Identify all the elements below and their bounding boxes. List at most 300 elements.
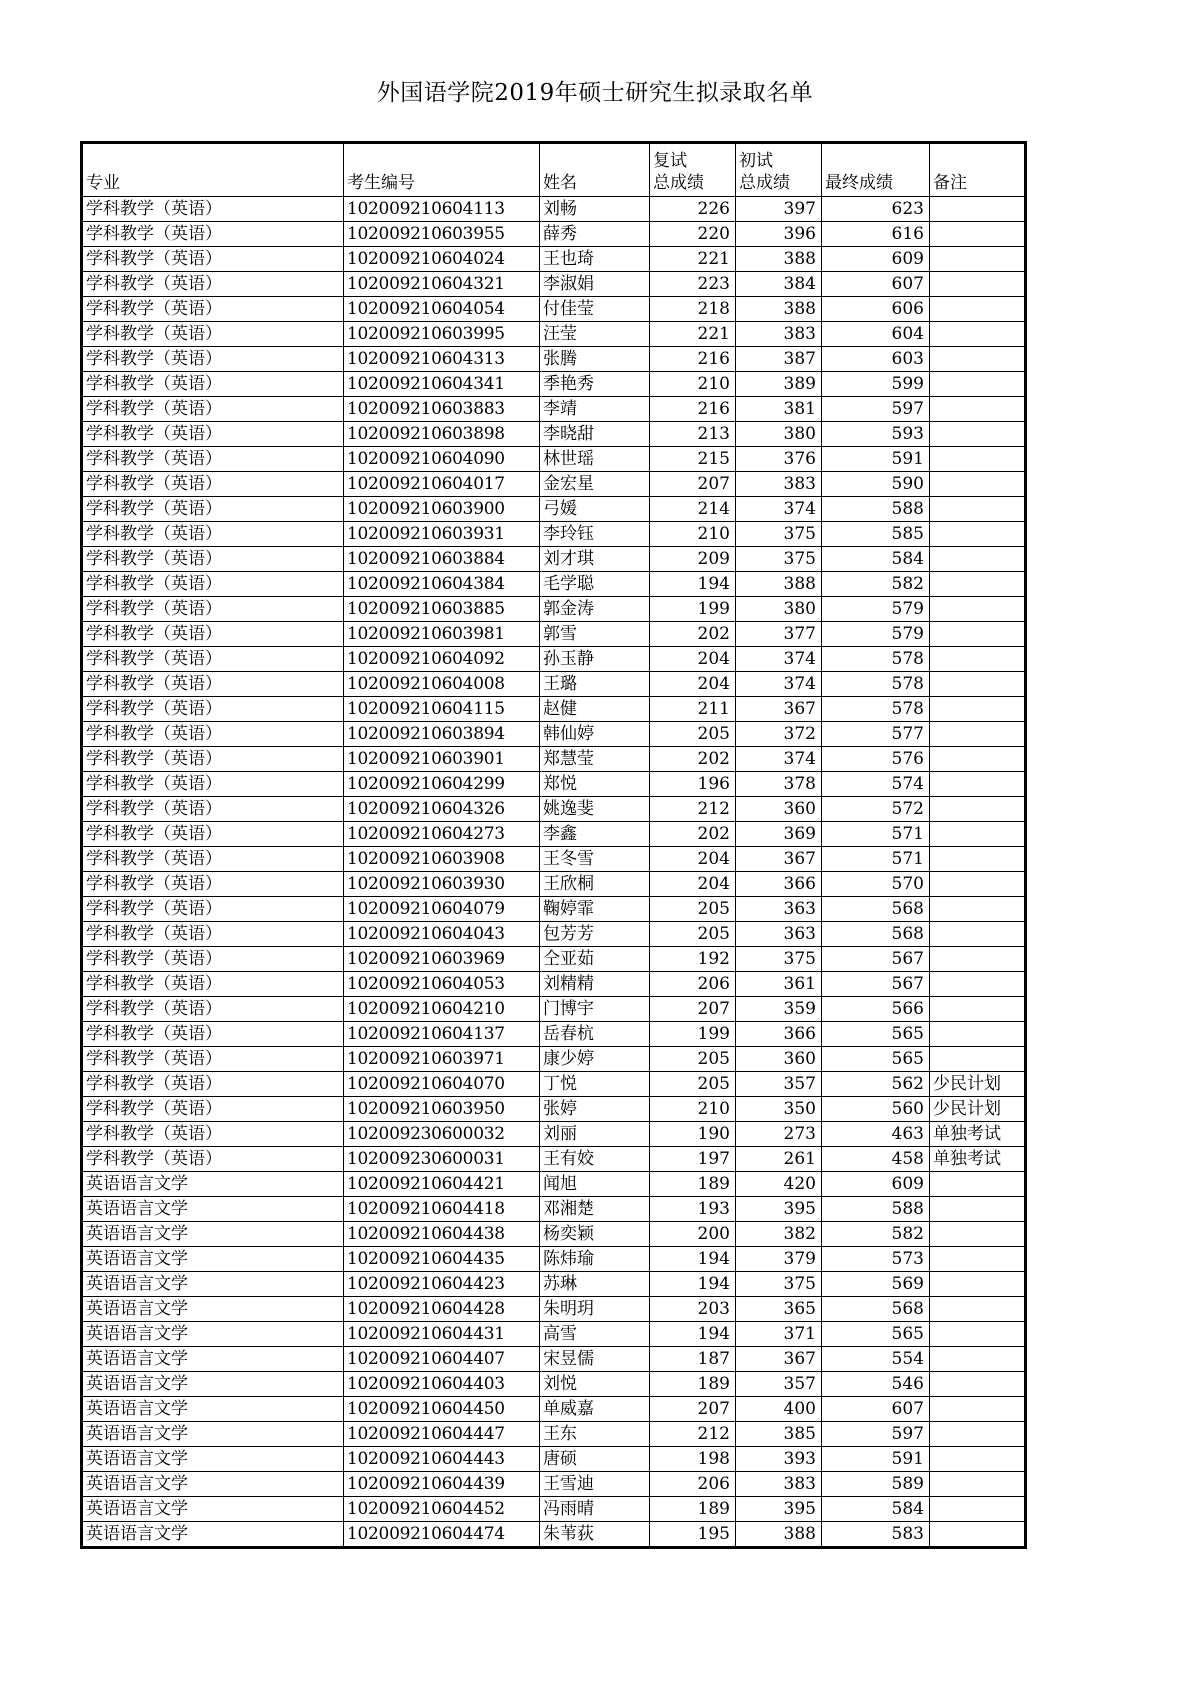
cell-id: 102009210604452 — [344, 1497, 540, 1522]
cell-final-score: 590 — [822, 472, 930, 497]
cell-retest-score: 187 — [650, 1347, 736, 1372]
cell-final-score: 597 — [822, 1422, 930, 1447]
cell-id: 102009210603931 — [344, 522, 540, 547]
table-row — [83, 1397, 1025, 1422]
cell-note — [930, 747, 1025, 772]
cell-id: 102009210604115 — [344, 697, 540, 722]
cell-id: 102009210603894 — [344, 722, 540, 747]
cell-retest-score: 194 — [650, 1322, 736, 1347]
cell-initial-score: 388 — [736, 247, 822, 272]
cell-initial-score: 384 — [736, 272, 822, 297]
cell-major: 英语语言文学 — [83, 1322, 344, 1347]
cell-initial-score: 367 — [736, 697, 822, 722]
cell-retest-score: 205 — [650, 922, 736, 947]
cell-major: 学科教学（英语） — [83, 1147, 344, 1172]
cell-major: 学科教学（英语） — [83, 422, 344, 447]
cell-final-score: 599 — [822, 372, 930, 397]
cell-id: 102009210603930 — [344, 872, 540, 897]
cell-major: 英语语言文学 — [83, 1497, 344, 1522]
cell-initial-score: 387 — [736, 347, 822, 372]
cell-name: 苏琳 — [540, 1272, 650, 1297]
cell-final-score: 597 — [822, 397, 930, 422]
cell-final-score: 604 — [822, 322, 930, 347]
table-row — [83, 997, 1025, 1022]
header-final-score: 最终成绩 — [822, 144, 930, 197]
cell-retest-score: 204 — [650, 672, 736, 697]
cell-retest-score: 190 — [650, 1122, 736, 1147]
cell-name: 朱明玥 — [540, 1297, 650, 1322]
table-row — [83, 247, 1025, 272]
header-initial-score — [736, 144, 822, 197]
cell-retest-score: 205 — [650, 1072, 736, 1097]
cell-initial-score: 375 — [736, 947, 822, 972]
cell-id: 102009210604447 — [344, 1422, 540, 1447]
cell-retest-score: 194 — [650, 572, 736, 597]
table-row — [83, 1422, 1025, 1447]
cell-id: 102009210604070 — [344, 1072, 540, 1097]
cell-major: 学科教学（英语） — [83, 522, 344, 547]
header-id: 考生编号 — [344, 144, 540, 197]
cell-major: 学科教学（英语） — [83, 772, 344, 797]
cell-initial-score: 388 — [736, 297, 822, 322]
cell-retest-score: 189 — [650, 1372, 736, 1397]
cell-final-score: 607 — [822, 272, 930, 297]
cell-id: 102009210604321 — [344, 272, 540, 297]
cell-major: 学科教学（英语） — [83, 597, 344, 622]
cell-name: 岳春杭 — [540, 1022, 650, 1047]
cell-name: 冯雨晴 — [540, 1497, 650, 1522]
cell-initial-score: 374 — [736, 647, 822, 672]
cell-id: 102009210603898 — [344, 422, 540, 447]
cell-final-score: 560 — [822, 1097, 930, 1122]
admission-table — [82, 143, 1025, 1547]
cell-retest-score: 205 — [650, 1047, 736, 1072]
page-title: 外国语学院2019年硕士研究生拟录取名单 — [376, 80, 814, 106]
cell-retest-score: 210 — [650, 1097, 736, 1122]
cell-note — [930, 822, 1025, 847]
cell-initial-score: 273 — [736, 1122, 822, 1147]
cell-id: 102009210604418 — [344, 1197, 540, 1222]
table-row — [83, 1222, 1025, 1247]
cell-note — [930, 847, 1025, 872]
cell-major: 英语语言文学 — [83, 1522, 344, 1547]
cell-note — [930, 647, 1025, 672]
table-row — [83, 347, 1025, 372]
cell-note — [930, 222, 1025, 247]
table-row — [83, 1297, 1025, 1322]
table-row — [83, 672, 1025, 697]
table-row — [83, 1472, 1025, 1497]
cell-retest-score: 205 — [650, 897, 736, 922]
table-row — [83, 972, 1025, 997]
cell-note — [930, 297, 1025, 322]
table-row — [83, 597, 1025, 622]
table-row — [83, 1072, 1025, 1097]
cell-id: 102009210604341 — [344, 372, 540, 397]
cell-initial-score: 360 — [736, 1047, 822, 1072]
cell-name: 郑悦 — [540, 772, 650, 797]
cell-note — [930, 1297, 1025, 1322]
cell-major: 学科教学（英语） — [83, 747, 344, 772]
cell-id: 102009210604273 — [344, 822, 540, 847]
cell-retest-score: 220 — [650, 222, 736, 247]
cell-name: 韩仙婷 — [540, 722, 650, 747]
cell-initial-score: 350 — [736, 1097, 822, 1122]
cell-major: 英语语言文学 — [83, 1397, 344, 1422]
cell-major: 英语语言文学 — [83, 1272, 344, 1297]
cell-major: 学科教学（英语） — [83, 197, 344, 222]
cell-retest-score: 202 — [650, 622, 736, 647]
cell-final-score: 578 — [822, 697, 930, 722]
cell-major: 学科教学（英语） — [83, 1072, 344, 1097]
header-retest-line1: 复试 — [653, 151, 687, 171]
table-row — [83, 1097, 1025, 1122]
cell-name: 张婷 — [540, 1097, 650, 1122]
cell-final-score: 577 — [822, 722, 930, 747]
cell-name: 郭雪 — [540, 622, 650, 647]
cell-name: 王欣桐 — [540, 872, 650, 897]
cell-note — [930, 1372, 1025, 1397]
cell-final-score: 565 — [822, 1022, 930, 1047]
cell-initial-score: 381 — [736, 397, 822, 422]
cell-final-score: 609 — [822, 1172, 930, 1197]
cell-final-score: 579 — [822, 597, 930, 622]
cell-major: 学科教学（英语） — [83, 697, 344, 722]
cell-initial-score: 360 — [736, 797, 822, 822]
cell-retest-score: 204 — [650, 847, 736, 872]
header-note: 备注 — [930, 144, 1025, 197]
cell-id: 102009210604428 — [344, 1297, 540, 1322]
cell-final-score: 607 — [822, 1397, 930, 1422]
table-row — [83, 272, 1025, 297]
cell-retest-score: 207 — [650, 472, 736, 497]
cell-final-score: 582 — [822, 1222, 930, 1247]
cell-note — [930, 1422, 1025, 1447]
cell-id: 102009210604299 — [344, 772, 540, 797]
cell-final-score: 565 — [822, 1322, 930, 1347]
cell-note — [930, 372, 1025, 397]
cell-final-score: 565 — [822, 1047, 930, 1072]
cell-note — [930, 622, 1025, 647]
cell-id: 102009210604079 — [344, 897, 540, 922]
cell-major: 学科教学（英语） — [83, 472, 344, 497]
cell-initial-score: 375 — [736, 547, 822, 572]
cell-major: 学科教学（英语） — [83, 672, 344, 697]
cell-retest-score: 205 — [650, 722, 736, 747]
cell-note — [930, 1522, 1025, 1547]
cell-initial-score: 366 — [736, 1022, 822, 1047]
cell-name: 郑慧莹 — [540, 747, 650, 772]
cell-id: 102009210603884 — [344, 547, 540, 572]
cell-major: 学科教学（英语） — [83, 872, 344, 897]
cell-major: 学科教学（英语） — [83, 347, 344, 372]
table-row — [83, 1147, 1025, 1172]
cell-name: 毛学聪 — [540, 572, 650, 597]
cell-name: 陈炜瑜 — [540, 1247, 650, 1272]
cell-name: 汪莹 — [540, 322, 650, 347]
table-row — [83, 797, 1025, 822]
cell-id: 102009210603908 — [344, 847, 540, 872]
cell-id: 102009210604474 — [344, 1522, 540, 1547]
cell-note — [930, 1197, 1025, 1222]
cell-name: 刘悦 — [540, 1372, 650, 1397]
cell-name: 李晓甜 — [540, 422, 650, 447]
cell-retest-score: 207 — [650, 1397, 736, 1422]
cell-final-score: 578 — [822, 647, 930, 672]
cell-initial-score: 371 — [736, 1322, 822, 1347]
cell-note — [930, 1272, 1025, 1297]
cell-initial-score: 379 — [736, 1247, 822, 1272]
cell-major: 英语语言文学 — [83, 1447, 344, 1472]
cell-major: 学科教学（英语） — [83, 1022, 344, 1047]
cell-major: 英语语言文学 — [83, 1197, 344, 1222]
cell-final-score: 585 — [822, 522, 930, 547]
cell-final-score: 623 — [822, 197, 930, 222]
cell-name: 王有姣 — [540, 1147, 650, 1172]
cell-final-score: 603 — [822, 347, 930, 372]
cell-initial-score: 383 — [736, 472, 822, 497]
cell-note — [930, 272, 1025, 297]
cell-initial-score: 369 — [736, 822, 822, 847]
cell-note — [930, 772, 1025, 797]
cell-name: 姚逸斐 — [540, 797, 650, 822]
cell-id: 102009210603883 — [344, 397, 540, 422]
cell-initial-score: 388 — [736, 1522, 822, 1547]
cell-major: 学科教学（英语） — [83, 1047, 344, 1072]
cell-id: 102009210604017 — [344, 472, 540, 497]
cell-name: 康少婷 — [540, 1047, 650, 1072]
cell-final-score: 571 — [822, 847, 930, 872]
table-row — [83, 397, 1025, 422]
table-row — [83, 197, 1025, 222]
cell-name: 李靖 — [540, 397, 650, 422]
cell-major: 英语语言文学 — [83, 1222, 344, 1247]
cell-retest-score: 214 — [650, 497, 736, 522]
cell-initial-score: 383 — [736, 1472, 822, 1497]
cell-id: 102009210603969 — [344, 947, 540, 972]
cell-final-score: 588 — [822, 497, 930, 522]
cell-retest-score: 204 — [650, 647, 736, 672]
cell-initial-score: 395 — [736, 1197, 822, 1222]
table-row — [83, 222, 1025, 247]
cell-note — [930, 1322, 1025, 1347]
cell-major: 学科教学（英语） — [83, 497, 344, 522]
cell-retest-score: 195 — [650, 1522, 736, 1547]
cell-initial-score: 375 — [736, 522, 822, 547]
cell-note — [930, 1022, 1025, 1047]
cell-retest-score: 199 — [650, 597, 736, 622]
cell-retest-score: 210 — [650, 522, 736, 547]
cell-major: 学科教学（英语） — [83, 222, 344, 247]
cell-final-score: 584 — [822, 547, 930, 572]
cell-retest-score: 212 — [650, 1422, 736, 1447]
cell-note — [930, 797, 1025, 822]
table-row — [83, 322, 1025, 347]
cell-note — [930, 397, 1025, 422]
cell-major: 学科教学（英语） — [83, 397, 344, 422]
cell-retest-score: 213 — [650, 422, 736, 447]
cell-note: 单独考试 — [930, 1122, 1025, 1147]
cell-note — [930, 347, 1025, 372]
cell-note — [930, 697, 1025, 722]
cell-name: 唐硕 — [540, 1447, 650, 1472]
cell-retest-score: 218 — [650, 297, 736, 322]
admission-table-frame — [80, 141, 1027, 1549]
cell-major: 学科教学（英语） — [83, 847, 344, 872]
table-body — [83, 197, 1025, 1547]
cell-major: 学科教学（英语） — [83, 297, 344, 322]
table-row — [83, 572, 1025, 597]
cell-retest-score: 206 — [650, 972, 736, 997]
table-row — [83, 1372, 1025, 1397]
cell-name: 刘才琪 — [540, 547, 650, 572]
table-row — [83, 1172, 1025, 1197]
cell-name: 李玲钰 — [540, 522, 650, 547]
cell-initial-score: 378 — [736, 772, 822, 797]
cell-id: 102009210603950 — [344, 1097, 540, 1122]
cell-retest-score: 189 — [650, 1172, 736, 1197]
header-initial-line1: 初试 — [739, 151, 773, 171]
cell-retest-score: 209 — [650, 547, 736, 572]
cell-id: 102009210603900 — [344, 497, 540, 522]
cell-final-score: 546 — [822, 1372, 930, 1397]
cell-final-score: 574 — [822, 772, 930, 797]
cell-note — [930, 247, 1025, 272]
cell-name: 王雪迪 — [540, 1472, 650, 1497]
cell-retest-score: 207 — [650, 997, 736, 1022]
table-row — [83, 622, 1025, 647]
cell-id: 102009210603901 — [344, 747, 540, 772]
cell-initial-score: 383 — [736, 322, 822, 347]
cell-id: 102009210604024 — [344, 247, 540, 272]
table-row — [83, 497, 1025, 522]
table-row — [83, 847, 1025, 872]
cell-id: 102009210603995 — [344, 322, 540, 347]
cell-retest-score: 212 — [650, 797, 736, 822]
cell-major: 学科教学（英语） — [83, 247, 344, 272]
cell-major: 学科教学（英语） — [83, 972, 344, 997]
cell-note — [930, 322, 1025, 347]
cell-id: 102009210604054 — [344, 297, 540, 322]
cell-id: 102009210604313 — [344, 347, 540, 372]
cell-id: 102009210604443 — [344, 1447, 540, 1472]
cell-initial-score: 377 — [736, 622, 822, 647]
cell-final-score: 583 — [822, 1522, 930, 1547]
cell-name: 刘畅 — [540, 197, 650, 222]
cell-id: 102009210603981 — [344, 622, 540, 647]
table-row — [83, 1047, 1025, 1072]
cell-name: 付佳莹 — [540, 297, 650, 322]
cell-final-score: 458 — [822, 1147, 930, 1172]
cell-note — [930, 922, 1025, 947]
cell-retest-score: 216 — [650, 347, 736, 372]
cell-note — [930, 522, 1025, 547]
table-row — [83, 747, 1025, 772]
cell-final-score: 579 — [822, 622, 930, 647]
cell-name: 仝亚茹 — [540, 947, 650, 972]
table-row — [83, 922, 1025, 947]
cell-final-score: 582 — [822, 572, 930, 597]
cell-final-score: 576 — [822, 747, 930, 772]
cell-initial-score: 400 — [736, 1397, 822, 1422]
cell-id: 102009210604421 — [344, 1172, 540, 1197]
cell-note — [930, 1247, 1025, 1272]
cell-final-score: 566 — [822, 997, 930, 1022]
cell-initial-score: 372 — [736, 722, 822, 747]
cell-name: 林世瑶 — [540, 447, 650, 472]
cell-major: 学科教学（英语） — [83, 822, 344, 847]
cell-note — [930, 197, 1025, 222]
table-row — [83, 1197, 1025, 1222]
cell-retest-score: 189 — [650, 1497, 736, 1522]
table-row — [83, 372, 1025, 397]
cell-name: 王冬雪 — [540, 847, 650, 872]
header-retest-score — [650, 144, 736, 197]
cell-major: 英语语言文学 — [83, 1422, 344, 1447]
cell-retest-score: 203 — [650, 1297, 736, 1322]
cell-initial-score: 388 — [736, 572, 822, 597]
cell-final-score: 567 — [822, 947, 930, 972]
cell-name: 弓媛 — [540, 497, 650, 522]
cell-note — [930, 572, 1025, 597]
table-row — [83, 822, 1025, 847]
cell-name: 李鑫 — [540, 822, 650, 847]
header-major: 专业 — [83, 144, 344, 197]
cell-id: 102009210604092 — [344, 647, 540, 672]
cell-name: 金宏星 — [540, 472, 650, 497]
cell-name: 高雪 — [540, 1322, 650, 1347]
cell-name: 邓湘楚 — [540, 1197, 650, 1222]
cell-major: 英语语言文学 — [83, 1297, 344, 1322]
cell-name: 鞠婷霏 — [540, 897, 650, 922]
cell-final-score: 571 — [822, 822, 930, 847]
cell-initial-score: 357 — [736, 1072, 822, 1097]
table-row — [83, 1447, 1025, 1472]
table-row — [83, 697, 1025, 722]
cell-initial-score: 375 — [736, 1272, 822, 1297]
cell-id: 102009210604090 — [344, 447, 540, 472]
cell-note — [930, 1172, 1025, 1197]
cell-note — [930, 447, 1025, 472]
cell-major: 学科教学（英语） — [83, 997, 344, 1022]
header-initial-line2: 总成绩 — [739, 173, 790, 193]
cell-retest-score: 206 — [650, 1472, 736, 1497]
cell-initial-score: 397 — [736, 197, 822, 222]
cell-initial-score: 363 — [736, 897, 822, 922]
cell-major: 学科教学（英语） — [83, 797, 344, 822]
cell-initial-score: 395 — [736, 1497, 822, 1522]
cell-major: 英语语言文学 — [83, 1347, 344, 1372]
cell-id: 102009210604210 — [344, 997, 540, 1022]
cell-final-score: 606 — [822, 297, 930, 322]
cell-major: 学科教学（英语） — [83, 322, 344, 347]
cell-name: 李淑娟 — [540, 272, 650, 297]
cell-initial-score: 374 — [736, 497, 822, 522]
cell-note — [930, 1497, 1025, 1522]
cell-note — [930, 972, 1025, 997]
cell-note — [930, 472, 1025, 497]
cell-retest-score: 197 — [650, 1147, 736, 1172]
cell-initial-score: 261 — [736, 1147, 822, 1172]
table-row — [83, 297, 1025, 322]
cell-id: 102009230600031 — [344, 1147, 540, 1172]
cell-final-score: 463 — [822, 1122, 930, 1147]
cell-note — [930, 597, 1025, 622]
cell-final-score: 589 — [822, 1472, 930, 1497]
cell-note — [930, 1397, 1025, 1422]
cell-name: 门博宇 — [540, 997, 650, 1022]
cell-retest-score: 200 — [650, 1222, 736, 1247]
